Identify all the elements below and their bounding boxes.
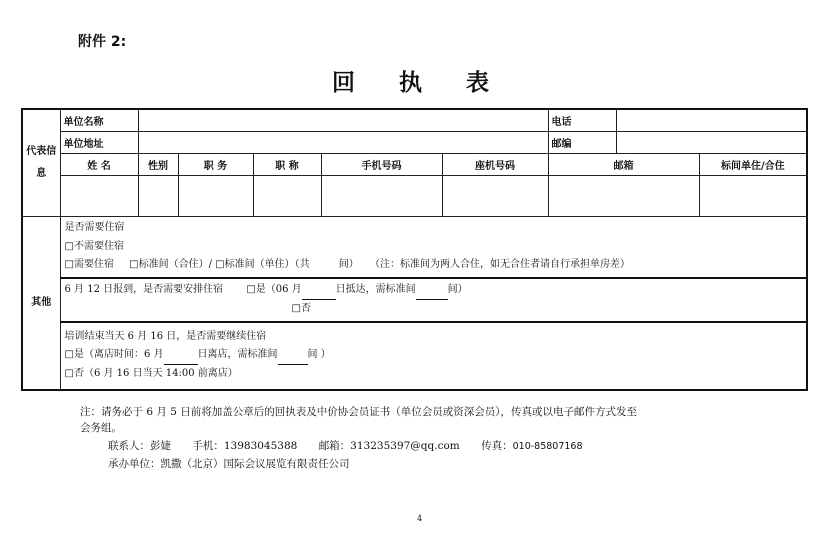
delegate-info-side-label: 代表信息 [22,109,60,217]
organizer-info: 承办单位：凯撒（北京）国际会议展览有限责任公司 [108,458,350,470]
email-field[interactable] [548,176,699,217]
header-landline: 座机号码 [442,154,548,176]
contact-fax-number: 010-85807168 [512,441,583,452]
early-arrival-question: 6 月 12 日报到，是否需要安排住宿 [64,284,224,295]
unit-name-label: 单位名称 [60,109,138,132]
contact-email: 邮箱：313235397@qq.com [318,440,460,452]
early-arrival-section [60,278,807,322]
arrival-room-count-blank[interactable] [416,287,448,300]
unit-address-field[interactable] [138,132,548,154]
early-arrival-no-option[interactable]: □否 [291,302,311,314]
lodging-section [60,217,807,278]
extended-stay-section [60,322,807,390]
extended-stay-suffix: 间 ） [307,349,331,361]
landline-field[interactable] [442,176,548,217]
early-arrival-mid: 日抵达，需标准间 [335,284,416,295]
position-field[interactable] [178,176,253,217]
phone-field[interactable] [616,109,807,132]
lodging-yes-option[interactable]: □需要住宿 [64,259,114,270]
extended-stay-mid: 日离店，需标准间 [197,349,278,361]
early-arrival-suffix: 间） [447,284,468,295]
title-field[interactable] [253,176,321,217]
header-position: 职 务 [178,154,253,176]
early-arrival-yes-option[interactable]: □是（06 月 [246,284,302,295]
receipt-form-table [21,108,808,391]
room-count-unit: 间） [338,259,359,270]
room-type-field[interactable] [699,176,807,217]
departure-day-blank[interactable] [164,352,198,365]
contact-person: 联系人：彭婕 [108,440,171,452]
gender-field[interactable] [138,176,178,217]
appendix-label: 附件 2: [78,34,127,50]
contact-info [108,438,601,453]
extended-stay-no-option[interactable]: □否（6 月 16 日当天 14:00 前离店） [64,367,238,379]
unit-address-label: 单位地址 [60,132,138,154]
postcode-field[interactable] [616,132,807,154]
other-side-label: 其他 [22,217,60,390]
header-gender: 性别 [138,154,178,176]
header-name: 姓 名 [60,154,138,176]
submission-note-continued: 会务组。 [80,422,122,434]
extended-stay-question: 培训结束当天 6 月 16 日，是否需要继续住宿 [64,330,267,342]
lodging-question: 是否需要住宿 [64,222,125,233]
contact-mobile: 手机：13983045388 [192,440,298,452]
contact-fax-label: 传真： [481,440,513,452]
extended-stay-yes-option[interactable]: □是（离店时间：6 月 [64,349,164,361]
header-email: 邮箱 [548,154,699,176]
single-room-option[interactable]: □标准间（单住）（共 [215,259,310,270]
phone-label: 电话 [548,109,616,132]
form-title: 回 执 表 [331,69,507,96]
page-number: 4 [416,514,423,523]
shared-room-option[interactable]: □标准间（合住）/ [129,259,212,270]
submission-note: 注：请务必于 6 月 5 日前将加盖公章后的回执表及中价协会员证书（单位会员或资深会员），传真或以电子邮件方式发至 [80,406,637,418]
mobile-field[interactable] [321,176,442,217]
postcode-label: 邮编 [548,132,616,154]
lodging-no-option[interactable]: □不需要住宿 [64,240,124,252]
lodging-remark: （注：标准间为两人合住，如无合住者请自行承担单房差） [369,259,630,270]
header-room-type: 标间单住/合住 [699,154,807,176]
name-field[interactable] [60,176,138,217]
header-mobile: 手机号码 [321,154,442,176]
unit-name-field[interactable] [138,109,548,132]
departure-room-count-blank[interactable] [278,352,308,365]
arrival-day-blank[interactable] [302,287,336,300]
header-title: 职 称 [253,154,321,176]
